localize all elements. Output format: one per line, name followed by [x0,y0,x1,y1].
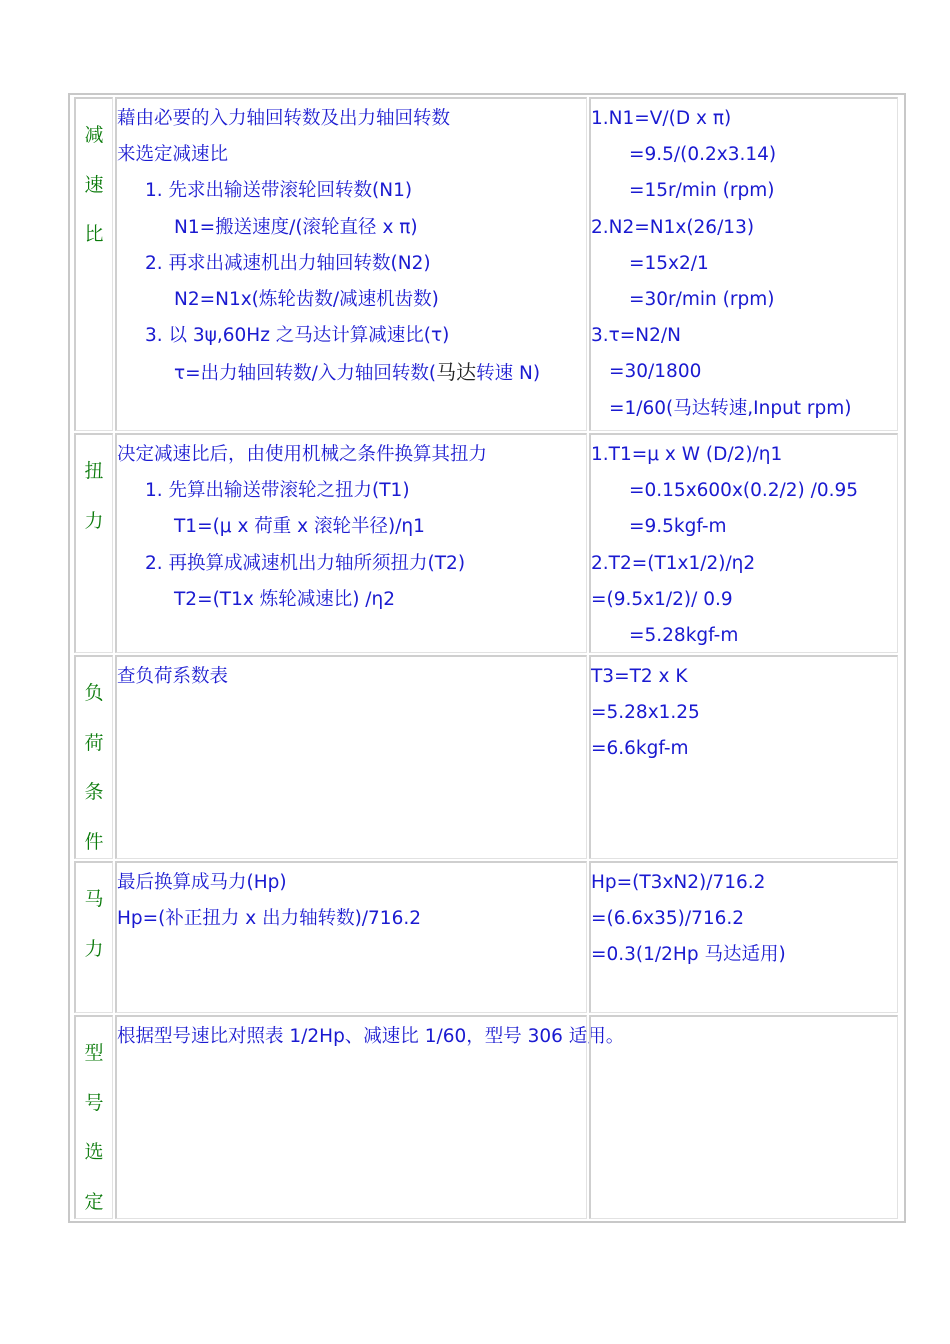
description-cell [115,97,587,431]
calculation-text: =5.28kgf-m [629,624,739,646]
description-text: 决定减速比后，由使用机械之条件换算其扭力 [117,444,488,465]
calculation-line [591,318,897,354]
section-label-cell [74,433,113,653]
calculation-line [591,173,897,209]
section-label-char: 选 [84,1141,104,1163]
section-label-char: 条 [84,781,104,803]
calculation-text: T3=T2 x K [591,666,688,687]
description-line [117,473,586,509]
description-line [117,282,586,318]
calculation-line [591,731,897,767]
section-label-char: 负 [84,682,104,704]
section-label-cell [74,655,113,859]
description-text: τ=出力轴回转数/入力轴回转数( [174,363,437,385]
section-horsepower [74,861,900,1013]
calculation-text: Hp=(T3xN2)/716.2 [591,872,766,893]
section-label-char: 马 [84,888,104,910]
calculation-line [591,695,897,731]
description-line [117,437,586,473]
description-line [117,137,586,173]
calculation-text: =(6.6x35)/716.2 [591,908,745,930]
description-text: T2=(T1x 炼轮减速比) /η2 [174,588,396,610]
description-text: 1. 先求出输送带滚轮回转数(N1) [145,180,413,202]
selection-table [68,93,906,1223]
description-line [117,546,586,582]
calculation-cell [589,861,898,1013]
section-label-char: 荷 [84,731,104,754]
description-text: 最后换算成马力(Hp) [117,872,287,893]
description-text: Hp=(补正扭力 x 出力轴转数)/716.2 [117,908,421,930]
description-line [117,318,586,354]
calculation-text: =15x2/1 [629,252,709,274]
description-text: 根据型号速比对照表 1/2Hp、减速比 1/60，型号 306 适用。 [117,1026,625,1047]
calculation-text: =5.28x1.25 [591,702,700,724]
section-model-selection [74,1015,900,1219]
calculation-line [591,865,897,901]
description-line [117,246,586,282]
description-text-emphasis: 马达 [436,360,477,385]
description-line [117,354,586,390]
section-label-char: 比 [84,223,104,245]
description-text: N1=搬送速度/(滚轮直径 x π) [174,216,418,238]
description-line [117,901,586,937]
calculation-line [591,618,897,654]
calculation-text: 2.T2=(T1x1/2)/η2 [591,552,756,574]
section-label-char: 型 [84,1042,104,1064]
calculation-text: 2.N2=N1x(26/13) [591,216,755,238]
calculation-line [591,659,897,695]
description-line [117,173,586,209]
calculation-line [591,210,897,246]
calculation-text: 3.τ=N2/N [591,325,681,347]
calculation-line [591,437,897,473]
section-label-char: 力 [84,937,104,960]
calculation-text: =9.5/(0.2x3.14) [629,144,777,166]
description-cell [115,1015,625,1219]
description-text: T1=(μ x 荷重 x 滚轮半径)/η1 [174,516,425,538]
section-label-cell [74,861,113,1013]
description-text-tail: 转速 N) [476,363,541,385]
description-line [117,865,586,901]
section-label-char: 定 [84,1190,104,1213]
description-cell [115,433,587,653]
description-text: 藉由必要的入力轴回转数及出力轴回转数 [117,108,451,129]
description-line [117,582,586,618]
description-text: 3. 以 3ψ,60Hz 之马达计算减速比(τ) [145,325,450,347]
description-line [117,659,586,695]
description-line [117,210,586,246]
calculation-line [591,354,897,390]
calculation-line [591,546,897,582]
calculation-line [591,246,897,282]
calculation-text: =30/1800 [609,361,702,383]
calculation-line [591,473,897,509]
section-torque [74,433,900,653]
calculation-line [591,582,897,618]
description-text: 查负荷系数表 [117,666,229,687]
description-cell [115,655,587,859]
calculation-cell [589,655,898,859]
section-reduction-ratio [74,97,900,431]
description-text: 2. 再换算成减速机出力轴所须扭力(T2) [145,552,466,574]
calculation-text: =30r/min (rpm) [629,288,775,310]
section-label-char: 件 [84,830,104,853]
section-label-char: 号 [84,1091,104,1114]
description-text: 2. 再求出减速机出力轴回转数(N2) [145,252,431,274]
calculation-line [591,509,897,545]
section-label-char: 速 [84,173,104,196]
calculation-text: =15r/min (rpm) [629,180,775,202]
description-line [117,101,586,137]
section-label-char: 力 [84,509,104,532]
description-text: N2=N1x(炼轮齿数/减速机齿数) [174,288,439,310]
section-label-cell [74,1015,113,1219]
calculation-line [591,391,897,427]
description-cell [115,861,587,1013]
calculation-line [591,937,897,973]
calculation-line [591,901,897,937]
calculation-cell [589,433,898,653]
calculation-text: =0.3(1/2Hp 马达适用) [591,944,786,966]
calculation-line [591,137,897,173]
calculation-text: 1.T1=μ x W (D/2)/η1 [591,444,783,465]
calculation-text: =1/60(马达转速,Input rpm) [609,397,852,419]
calculation-line [591,101,897,137]
section-load-condition [74,655,900,859]
calculation-text: =6.6kgf-m [591,738,689,760]
description-text: 1. 先算出输送带滚轮之扭力(T1) [145,480,410,502]
calculation-text: =0.15x600x(0.2/2) /0.95 [629,480,859,502]
section-label-char: 减 [84,124,104,146]
calculation-line [591,282,897,318]
description-line [117,509,586,545]
section-label-cell [74,97,113,431]
calculation-cell [589,97,898,431]
description-text: 来选定减速比 [117,144,229,166]
calculation-text: =(9.5x1/2)/ 0.9 [591,588,733,610]
section-label-char: 扭 [84,460,104,482]
description-line [117,1019,625,1055]
calculation-cell [589,1015,898,1219]
calculation-text: 1.N1=V/(D x π) [591,108,732,129]
calculation-text: =9.5kgf-m [629,516,727,538]
